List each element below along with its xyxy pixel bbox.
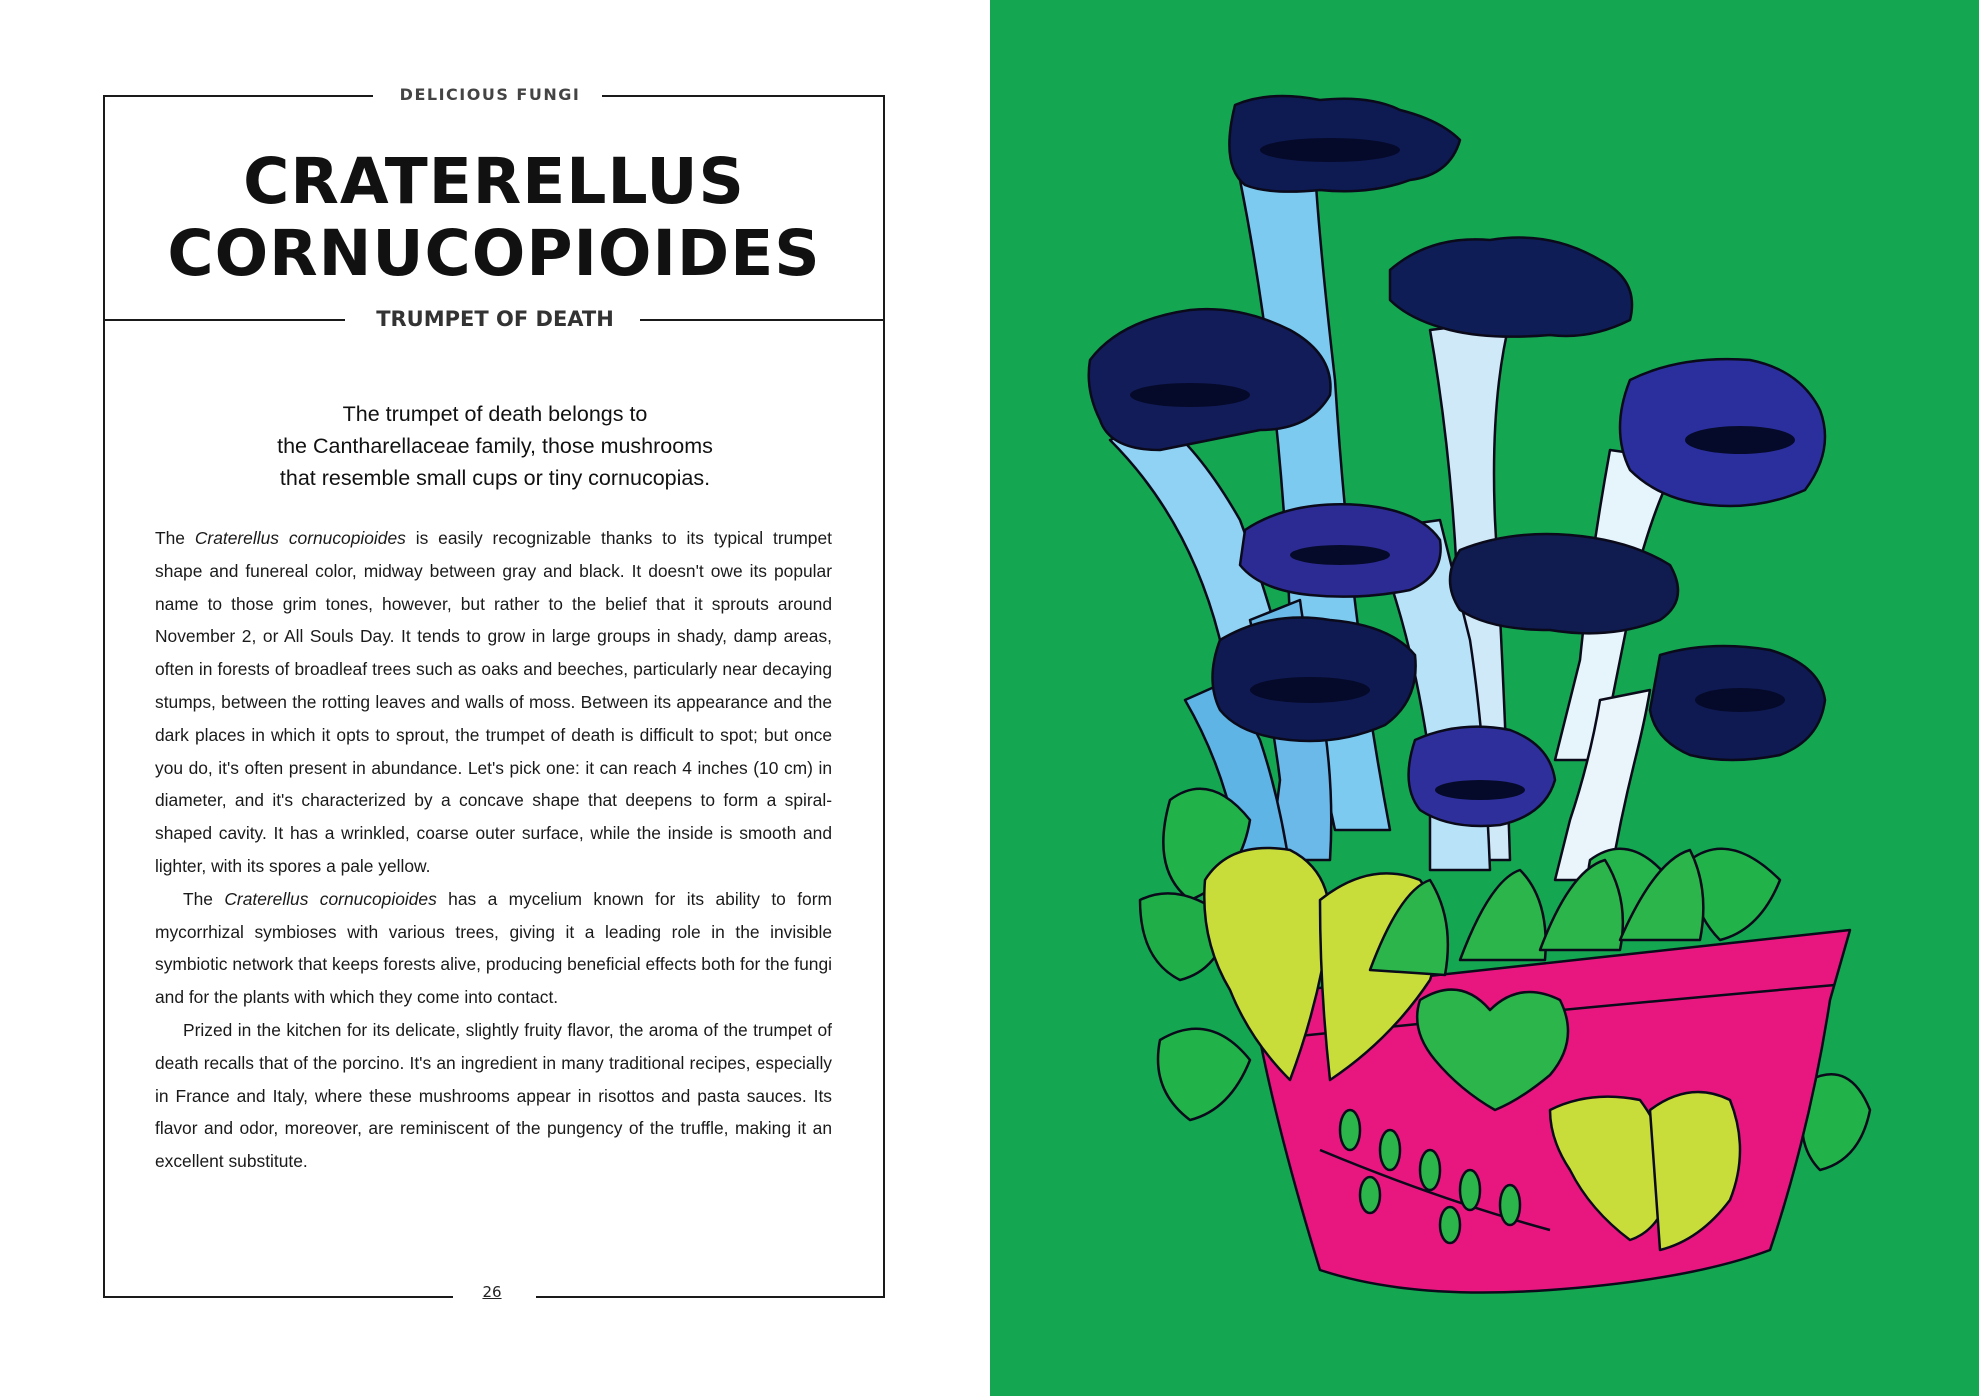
mushroom-cap [1409,727,1555,826]
cap-opening [1130,383,1250,407]
species-name-italic: Craterellus cornucopioides [224,888,437,909]
title-line-2: CORNUCOPIOIDES [167,217,821,290]
vine-leaf [1340,1110,1360,1150]
section-label: DELICIOUS FUNGI [399,85,581,104]
frame-bottom-left [103,1296,453,1298]
lead-line: that resemble small cups or tiny cornucopias. [279,466,711,490]
body-paragraph-1 [155,522,832,883]
lead-paragraph [180,398,810,494]
title-line-1: CRATERELLUS [243,145,745,218]
fern-leaf [1540,860,1623,950]
text-run: The [183,888,225,909]
page-title [104,146,884,290]
body-paragraph-2 [155,883,832,1014]
mushroom-pot-illustration [990,0,1979,1396]
fern-leaf [1460,870,1546,960]
cap-opening [1695,688,1785,712]
vine-leaf [1380,1130,1400,1170]
lead-line: The trumpet of death belongs to [342,402,648,426]
cap-opening [1685,426,1795,454]
text-run: is easily recognizable thanks to its typical trumpet shape and funereal color, midway between gray and black. It doesn't owe its popular name to those grim tones, however, but rather to the belief that it sprouts around November 2, or All Souls Day. It tends to grow in large groups in shady, damp areas, often in forests of broadleaf trees such as oaks and beeches, particularly near decaying stumps, between the rotting leaves and walls of moss. Between its appearance and the dark places in which it opts to sprout, the trumpet of death is difficult to spot; but once you do, it's often present in abundance. Let's pick one: it can reach 4 inches (10 cm) in diameter, and it's characterized by a concave shape that deepens to form a spiral-shaped cavity. It has a wrinkled, coarse outer surface, while the inside is smooth and lighter, with its spores a pale yellow. [155,528,832,876]
vine-leaf [1460,1170,1480,1210]
species-name-italic: Craterellus cornucopioides [194,528,406,548]
body-paragraph-3 [155,1014,832,1178]
subtitle: TRUMPET OF DEATH [376,307,614,331]
frame-mid-left [103,319,345,321]
cap-opening [1290,545,1390,565]
vine-leaf [1440,1207,1460,1243]
frame-top-left [103,95,373,97]
lead-line: the Cantharellaceae family, those mushrooms [277,434,713,458]
cap-opening [1260,138,1400,162]
frame-bottom-right [536,1296,885,1298]
frame-mid-right [640,319,885,321]
text-run: The [155,528,195,548]
vine-leaf [1420,1150,1440,1190]
right-page-illustration [990,0,1979,1396]
cap-opening [1435,780,1525,800]
text-run: has a mycelium known for its ability to form mycorrhizal symbioses with various trees, giving it a leading role in the invisible symbiotic network that keeps forests alive, producing beneficial effects both for the fungi and for the plants with which they come into contact. [155,888,832,1008]
mushroom-cap [1390,238,1632,337]
text-run: Prized in the kitchen for its delicate, slightly fruity flavor, the aroma of the trumpet of death recalls that of the porcino. It's an ingredient in many traditional recipes, especially in France and Italy, where these mushrooms appear in risottos and pasta sauces. Its flavor and odor, moreover, are reminiscent of the pungency of the truffle, making it an excellent substitute. [155,1019,832,1172]
vine-leaf [1360,1177,1380,1213]
vine-leaf [1500,1185,1520,1225]
cap-opening [1250,677,1370,703]
fern-leaf [1158,1029,1250,1120]
frame-top-right [602,95,885,97]
page-number: 26 [482,1283,502,1301]
body-text [155,522,832,1178]
